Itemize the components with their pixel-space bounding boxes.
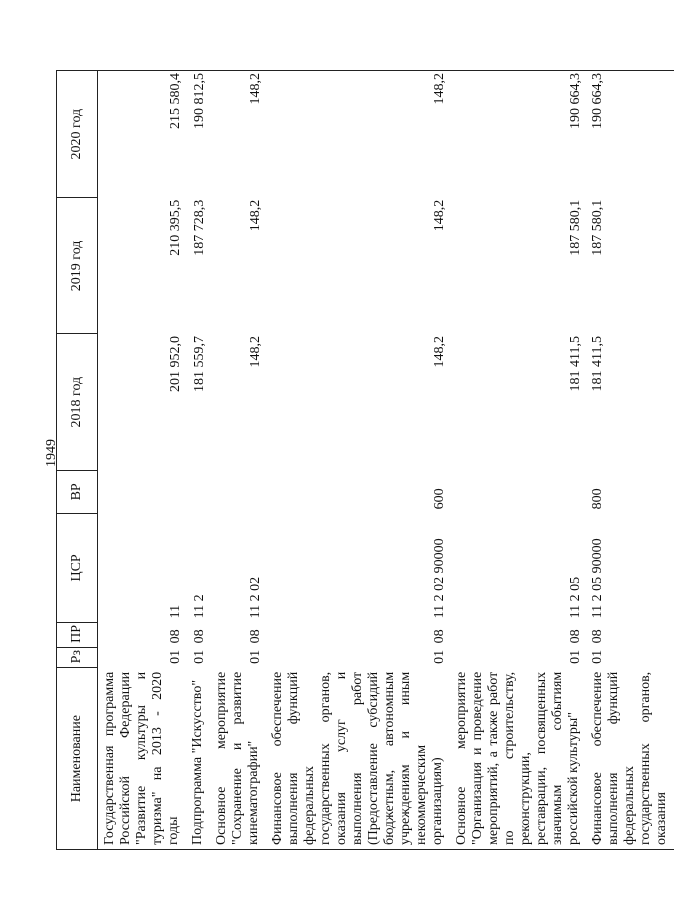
row-csr: 11 2 02 90000 [432, 538, 447, 619]
row-vr: 600 [432, 488, 447, 510]
row-2018: 181 559,7 [192, 336, 207, 392]
row-2018: 201 952,0 [168, 336, 183, 392]
table-row [266, 71, 450, 850]
row-pr: 08 [168, 629, 183, 644]
row-pr: 08 [192, 629, 207, 644]
row-2020: 148,2 [210, 71, 266, 198]
row-name: Подпрограмма "Искусство" [186, 668, 210, 850]
row-2019: 148,2 [248, 199, 263, 232]
row-2019: 210 395,5 [168, 199, 183, 256]
row-rz: 01 [192, 649, 207, 664]
col-header-name: Наименование [57, 668, 98, 850]
table-row [450, 71, 586, 850]
row-name: Финансовое обеспечение выполнения функций федеральных государственных органов, оказания [586, 668, 674, 850]
row-name: Основное мероприятие "Организация и проведение мероприятий, а также работ по строительству, реконструкции, реставрации, посвященных значимым событиям российской культуры" [450, 668, 586, 850]
row-2018: 148,2 [432, 336, 447, 368]
row-pr: 08 [248, 629, 263, 644]
table-row [98, 71, 187, 850]
row-2020: 215 580,4 [98, 71, 187, 198]
row-2019: 187 580,1 [590, 199, 605, 256]
col-header-2018: 2018 год [57, 334, 98, 470]
row-vr [210, 470, 266, 513]
table-row [586, 71, 674, 850]
row-rz: 01 [248, 649, 263, 664]
row-2020: 190 664,3 [586, 71, 674, 198]
col-header-rz: Рз [57, 647, 98, 667]
table-row [210, 71, 266, 850]
row-pr: 08 [590, 629, 605, 644]
budget-table-rotated [56, 70, 669, 850]
row-2020: 148,2 [266, 71, 450, 198]
row-name: Государственная программа Российской Федерации "Развитие культуры и туризма" на 2013 - 2020 годы [98, 668, 187, 850]
row-2019: 187 580,1 [568, 199, 583, 256]
row-vr [450, 470, 586, 513]
row-vr [186, 470, 210, 513]
row-name: Финансовое обеспечение выполнения функций федеральных государственных органов, оказания услуг и выполнения работ (Предоставление субсидий бюджетным, автономным учреждениям и иным некоммерческим организациям) [266, 668, 450, 850]
col-header-2019: 2019 год [57, 198, 98, 334]
row-name: Основное мероприятие "Сохранение и развитие кинематографии" [210, 668, 266, 850]
row-csr: 11 2 [192, 594, 207, 619]
page-number: 1949 [44, 439, 59, 467]
row-2020: 190 664,3 [450, 71, 586, 198]
row-rz: 01 [432, 649, 447, 664]
row-csr: 11 2 05 [568, 576, 583, 619]
col-header-pr: ПР [57, 622, 98, 647]
col-header-2020: 2020 год [57, 71, 98, 198]
row-vr: 800 [590, 488, 605, 510]
row-2019: 148,2 [432, 199, 447, 232]
row-rz: 01 [590, 649, 605, 664]
row-rz: 01 [568, 649, 583, 664]
row-pr: 08 [568, 629, 583, 644]
budget-table [56, 70, 674, 850]
col-header-vr: ВР [57, 470, 98, 513]
row-pr: 08 [432, 629, 447, 644]
row-vr [98, 470, 187, 513]
row-2018: 181 411,5 [590, 336, 605, 392]
row-csr: 11 2 05 90000 [590, 538, 605, 619]
table-row [186, 71, 210, 850]
row-rz: 01 [168, 649, 183, 664]
row-csr: 11 [168, 604, 183, 619]
table-body [98, 71, 674, 850]
table-header [57, 71, 98, 850]
row-2018: 181 411,5 [568, 336, 583, 392]
row-csr: 11 2 02 [248, 576, 263, 619]
row-2020: 190 812,5 [186, 71, 210, 198]
row-2018: 148,2 [248, 336, 263, 368]
row-2019: 187 728,3 [192, 199, 207, 256]
col-header-csr: ЦСР [57, 513, 98, 622]
